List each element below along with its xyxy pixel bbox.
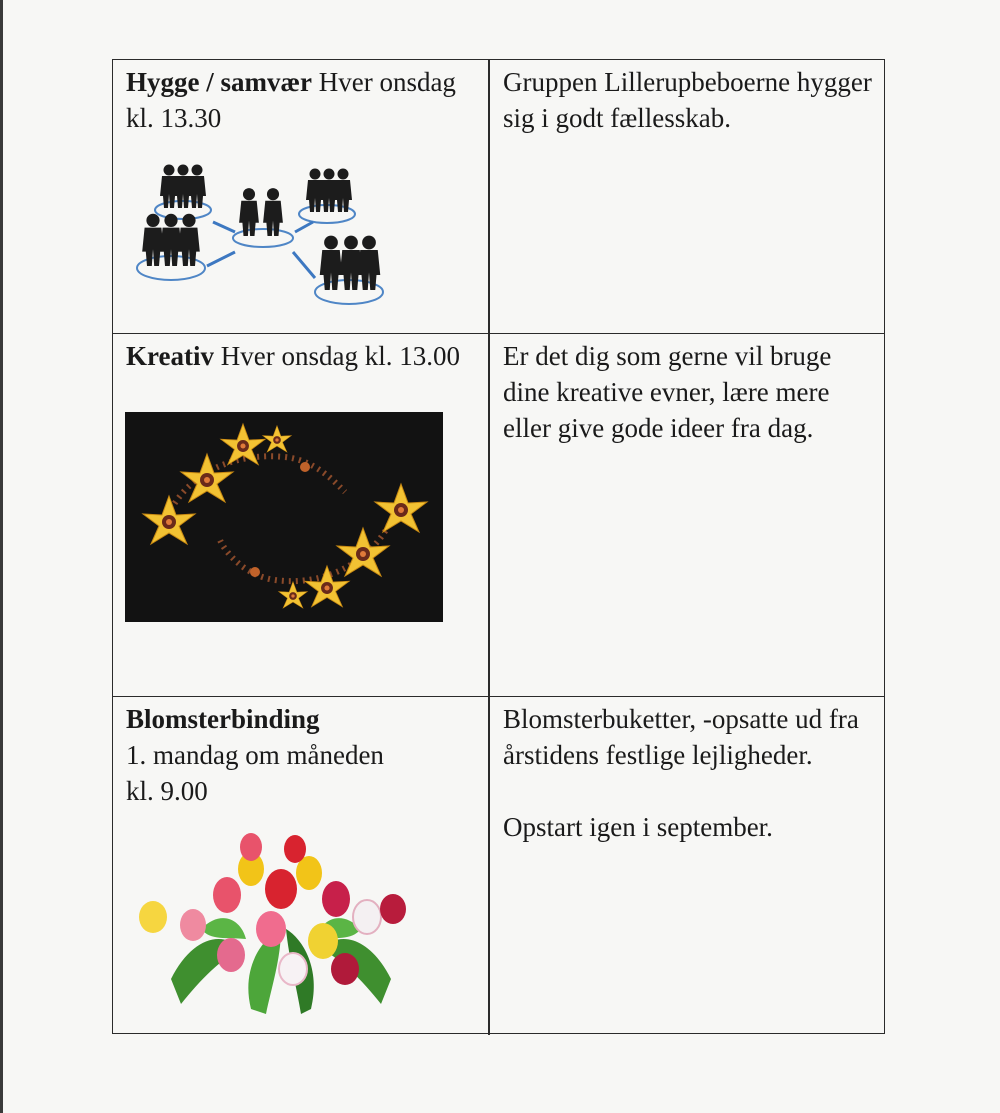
activity-title: Blomsterbinding [126, 704, 320, 734]
activity-schedule: Hver onsdag kl. 13.00 [213, 341, 460, 371]
flower-swirl-icon [125, 412, 443, 622]
activity-note: Opstart igen i september. [503, 812, 773, 842]
table-row [113, 60, 884, 334]
activity-description: Blomsterbuketter, -opsatte ud fra årstidens festlige lejligheder. [503, 704, 859, 770]
scan-edge [0, 0, 3, 1113]
activity-title: Hygge / samvær [126, 67, 312, 97]
activity-cell [126, 701, 476, 809]
activity-schedule: Hver onsdag kl. 13.30 [126, 67, 456, 133]
activity-table [112, 59, 885, 1034]
column-divider [488, 334, 490, 696]
activity-cell [126, 338, 476, 374]
activity-description: Er det dig som gerne vil bruge dine kreative evner, lære mere eller give gode ideer fra dag. [503, 341, 832, 443]
activity-schedule: 1. mandag om måneden [126, 740, 384, 770]
table-row [113, 334, 884, 697]
activity-description: Gruppen Lillerupbeboerne hygger sig i godt fællesskab. [503, 67, 872, 133]
activity-cell [503, 701, 873, 845]
activity-schedule: kl. 9.00 [126, 776, 208, 806]
tulip-bouquet-icon [131, 829, 431, 1017]
people-network-icon [135, 162, 390, 312]
table-row [113, 697, 884, 1035]
activity-cell [126, 64, 476, 136]
column-divider [488, 60, 490, 333]
column-divider [488, 697, 490, 1035]
activity-title: Kreativ [126, 341, 214, 371]
